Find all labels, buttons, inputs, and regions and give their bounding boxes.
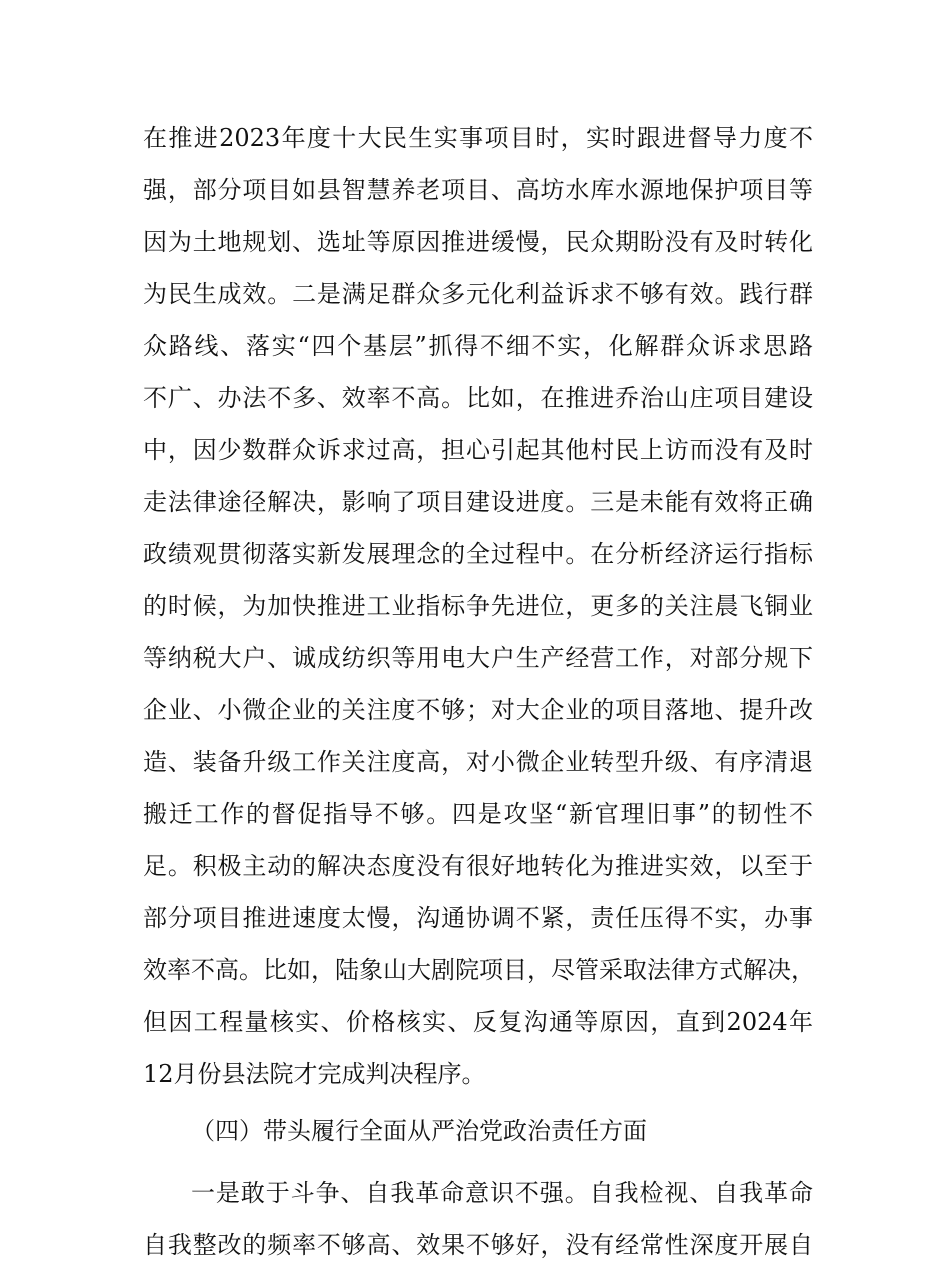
text-line: 强，部分项目如县智慧养老项目、高坊水库水源地保护项目等 xyxy=(143,176,813,204)
text-line: 的时候，为加快推进工业指标争先进位，更多的关注晨飞铜业 xyxy=(143,592,813,620)
text-line: 造、装备升级工作关注度高，对小微企业转型升级、有序清退 xyxy=(143,748,813,776)
text-line: 12月份县法院才完成判决程序。 xyxy=(143,1060,486,1088)
text-line: 足。积极主动的解决态度没有很好地转化为推进实效，以至于 xyxy=(143,852,813,880)
text-line: 搬迁工作的督促指导不够。四是攻坚“新官理旧事”的韧性不 xyxy=(143,800,813,828)
text-line: 但因工程量核实、价格核实、反复沟通等原因，直到2024年 xyxy=(143,1008,813,1036)
section-heading: （四）带头履行全面从严治党政治责任方面 xyxy=(191,1117,647,1145)
paragraph-new xyxy=(143,1167,813,1271)
document-body xyxy=(143,112,813,1271)
text-line: 部分项目推进速度太慢，沟通协调不紧，责任压得不实，办事 xyxy=(143,904,813,932)
text-line: 因为土地规划、选址等原因推进缓慢，民众期盼没有及时转化 xyxy=(143,228,813,256)
text-line: 在推进2023年度十大民生实事项目时，实时跟进督导力度不 xyxy=(143,124,813,152)
text-line: 中，因少数群众诉求过高，担心引起其他村民上访而没有及时 xyxy=(143,436,813,464)
text-line: 为民生成效。二是满足群众多元化利益诉求不够有效。践行群 xyxy=(143,280,813,308)
paragraph-continued xyxy=(143,112,813,1100)
text-line: 不广、办法不多、效率不高。比如，在推进乔治山庄项目建设 xyxy=(143,384,813,412)
text-line: 走法律途径解决，影响了项目建设进度。三是未能有效将正确 xyxy=(143,488,813,516)
text-line: 等纳税大户、诚成纺织等用电大户生产经营工作，对部分规下 xyxy=(143,644,813,672)
text-line: 企业、小微企业的关注度不够；对大企业的项目落地、提升改 xyxy=(143,696,813,724)
text-line: 效率不高。比如，陆象山大剧院项目，尽管采取法律方式解决， xyxy=(143,956,815,984)
text-line: 自我整改的频率不够高、效果不够好，没有经常性深度开展自 xyxy=(143,1231,813,1259)
text-line: 政绩观贯彻落实新发展理念的全过程中。在分析经济运行指标 xyxy=(143,540,813,568)
text-line: 众路线、落实“四个基层”抓得不细不实，化解群众诉求思路 xyxy=(143,332,813,360)
text-line: 一是敢于斗争、自我革命意识不强。自我检视、自我革命 xyxy=(191,1179,813,1207)
